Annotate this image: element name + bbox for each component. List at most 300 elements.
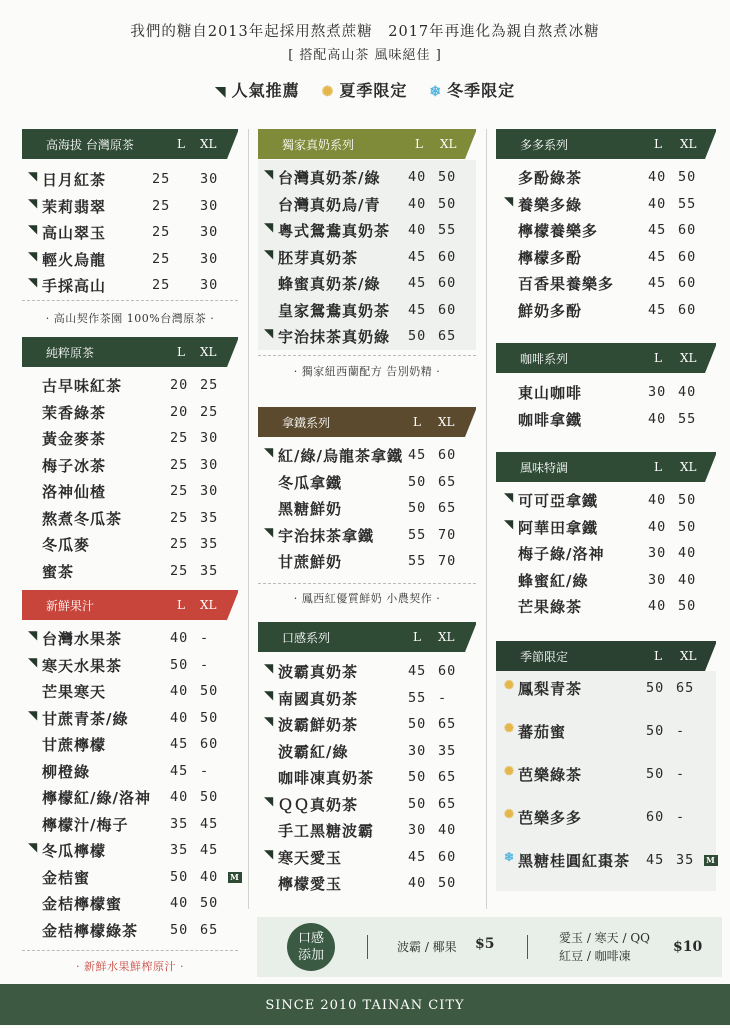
menu-item: [496, 594, 716, 621]
item-name: 檸檬紅/綠/洛神: [42, 789, 151, 807]
price-l: 40: [408, 875, 427, 891]
price-xl: 60: [438, 275, 457, 291]
leaf-icon: ◥: [264, 846, 275, 861]
section-header-coffee: [496, 343, 716, 373]
price-xl: 65: [438, 328, 457, 344]
item-name: 宇治抹茶拿鐵: [278, 526, 375, 545]
price-l: 25: [170, 483, 189, 499]
price-xl: 55: [678, 195, 697, 212]
menu-item: [496, 676, 716, 719]
item-name: 芒果寒天: [42, 683, 107, 701]
price-l: 30: [408, 822, 427, 838]
menu-item: [496, 165, 716, 192]
list-gaoshan: [22, 167, 238, 300]
price-l: 45: [646, 852, 665, 868]
item-name: 甘蔗鮮奶: [278, 553, 343, 571]
price-xl: -: [676, 723, 686, 739]
leaf-icon: ◥: [264, 661, 275, 675]
price-l: 40: [408, 169, 427, 185]
price-l: 45: [170, 762, 189, 779]
size-xl-label: XL: [200, 137, 217, 151]
size-xl-label: XL: [438, 415, 455, 429]
price-xl: 35: [200, 509, 219, 526]
size-l-label: L: [177, 137, 185, 151]
item-name: 檸檬多酚: [518, 248, 583, 267]
section-header-duoduo: [496, 129, 716, 159]
size-xl-label: XL: [200, 598, 217, 612]
item-name: 台灣水果茶: [42, 630, 123, 648]
item-name: 皇家鴛鴦真奶茶: [278, 301, 391, 320]
price-l: 40: [648, 518, 667, 535]
price-l: 40: [408, 222, 427, 238]
menu-item: [22, 626, 238, 653]
price-xl: 40: [678, 545, 697, 561]
price-xl: 45: [200, 842, 219, 858]
item-name: 柳橙綠: [42, 762, 91, 781]
price-l: 40: [648, 169, 667, 185]
price-l: 50: [170, 656, 189, 673]
price-l: 40: [170, 683, 189, 699]
item-name: 台灣真奶烏/青: [278, 195, 381, 214]
price-xl: 60: [200, 736, 219, 752]
menu-item: [496, 380, 716, 407]
price-l: 25: [170, 456, 189, 473]
legend-summer: ✺ 夏季限定: [321, 81, 408, 100]
list-fruit: [22, 626, 238, 944]
size-m-badge: M: [230, 871, 240, 882]
size-m-badge: M: [706, 855, 716, 865]
menu-item: [496, 568, 716, 595]
price-xl: 60: [438, 848, 457, 865]
item-name: 蜂蜜紅/綠: [518, 571, 589, 590]
price-xl: 70: [438, 526, 457, 543]
section-title: 高海拔 台灣原茶: [46, 137, 134, 152]
item-name: 芒果綠茶: [518, 598, 583, 616]
section-title: 咖啡系列: [520, 351, 569, 366]
topping-price2: $10: [673, 939, 703, 955]
item-name: 梅子綠/洛神: [518, 545, 605, 563]
size-xl-label: XL: [680, 649, 697, 663]
intro-sugar-line: 我們的糖自2013年起採用熬煮蔗糖 2017年再進化為親自熬煮冰糖: [130, 24, 600, 40]
legend-popular: ◥ 人氣推薦: [214, 81, 300, 100]
price-l: 30: [408, 742, 427, 759]
price-l: 25: [170, 509, 189, 526]
item-name: 檸檬汁/梅子: [42, 815, 129, 834]
item-name: 寒天水果茶: [42, 656, 123, 675]
item-name: 鮮奶多酚: [518, 301, 583, 320]
price-l: 25: [170, 430, 189, 446]
price-l: 40: [648, 195, 667, 212]
section-header-fruit: [22, 590, 238, 620]
price-xl: 55: [678, 410, 697, 427]
item-name: 蕃茄蜜: [518, 723, 567, 741]
menu-item: [496, 488, 716, 515]
topping-group2-line2: 紅豆 / 咖啡凍: [559, 949, 631, 963]
menu-item: [22, 653, 238, 680]
menu-item: [496, 192, 716, 219]
menu-item: [22, 532, 238, 559]
menu-item: [258, 549, 476, 576]
price-l: 60: [646, 809, 665, 825]
item-name: 茉香綠茶: [42, 403, 107, 422]
item-name: 鳳梨青茶: [518, 680, 583, 698]
item-name: 胚芽真奶茶: [278, 248, 359, 267]
leaf-icon: ◥: [214, 84, 227, 100]
size-xl-label: XL: [680, 351, 697, 365]
item-name: 冬瓜拿鐵: [278, 473, 343, 492]
menu-item: [22, 732, 238, 759]
list-milk: [258, 165, 476, 351]
leaf-icon: ◥: [264, 714, 275, 728]
item-name: 手工黑糖波霸: [278, 822, 375, 840]
size-xl-label: XL: [440, 137, 457, 151]
price-l: 35: [170, 842, 189, 858]
menu-item: [258, 271, 476, 298]
menu-item: [22, 247, 238, 274]
item-name: 寒天愛玉: [278, 848, 343, 867]
price-xl: 40: [678, 384, 697, 400]
item-name: 咖啡凍真奶茶: [278, 769, 375, 787]
intro-tea-line: [ 搭配高山茶 風味絕佳 ]: [288, 48, 442, 63]
item-name: 養樂多綠: [518, 195, 583, 214]
menu-item: [496, 541, 716, 568]
milk-note: · 獨家紐西蘭配方 告別奶精 ·: [293, 365, 441, 378]
price-l: 45: [648, 301, 667, 318]
item-name: 阿華田拿鐵: [518, 518, 599, 537]
size-xl-label: XL: [200, 345, 217, 359]
item-name: 波霸鮮奶茶: [278, 716, 359, 734]
menu-item: [258, 686, 476, 713]
sun-icon: ✺: [504, 764, 516, 778]
list-latte: [258, 443, 476, 576]
price-xl: 50: [678, 598, 697, 614]
item-name: 可可亞拿鐵: [518, 492, 599, 510]
menu-item: [258, 496, 476, 523]
price-l: 50: [408, 500, 427, 516]
price-xl: 30: [200, 224, 219, 240]
price-xl: 40: [438, 822, 457, 838]
price-xl: 35: [200, 562, 219, 579]
item-name: 金桔檸檬蜜: [42, 895, 123, 913]
price-xl: 65: [438, 716, 457, 732]
list-flavor: [496, 488, 716, 621]
price-xl: 30: [200, 197, 219, 214]
price-xl: 65: [200, 921, 219, 938]
item-name: 南國真奶茶: [278, 689, 359, 708]
price-l: 20: [170, 403, 189, 420]
price-xl: -: [676, 809, 686, 825]
price-xl: 65: [438, 769, 457, 785]
price-xl: 25: [200, 403, 219, 420]
leaf-icon: ◥: [28, 248, 39, 263]
price-xl: 50: [678, 169, 697, 185]
menu-item: [496, 848, 716, 891]
price-xl: 40: [678, 571, 697, 588]
menu-item: [22, 453, 238, 480]
menu-item: [22, 759, 238, 786]
price-l: 50: [646, 723, 665, 739]
menu-item: [258, 845, 476, 872]
price-l: 45: [408, 447, 427, 463]
topping-price1: $5: [475, 936, 495, 952]
price-l: 50: [170, 868, 189, 885]
footer: SINCE 2010 TAINAN CITY: [0, 984, 730, 1025]
menu-item: [258, 192, 476, 219]
list-seasonal: [496, 676, 716, 891]
fruit-note: · 新鮮水果鮮榨原汁 ·: [76, 960, 184, 973]
size-l-label: L: [413, 630, 421, 644]
price-xl: 50: [200, 895, 219, 911]
price-xl: 60: [438, 301, 457, 318]
price-xl: 35: [676, 852, 695, 868]
price-xl: 50: [438, 195, 457, 212]
menu-item: [22, 785, 238, 812]
price-l: 30: [648, 545, 667, 561]
item-name: 波霸真奶茶: [278, 663, 359, 681]
price-l: 55: [408, 553, 427, 569]
menu-item: [496, 719, 716, 762]
legend: [0, 78, 730, 101]
menu-item: [496, 218, 716, 245]
item-name: 冬瓜麥: [42, 536, 91, 554]
item-name: 輕火烏龍: [42, 250, 107, 269]
price-l: 55: [408, 689, 427, 706]
menu-item: [258, 792, 476, 819]
list-duoduo: [496, 165, 716, 324]
legend-winter: ❄ 冬季限定: [429, 81, 516, 100]
leaf-icon: ◥: [504, 490, 515, 504]
price-l: 50: [408, 769, 427, 785]
price-l: 30: [648, 384, 667, 400]
item-name: 檸檬養樂多: [518, 222, 599, 240]
item-name: 金桔檸檬綠茶: [42, 921, 139, 940]
item-name: 宇治抹茶真奶綠: [278, 328, 391, 346]
section-header-latte: [258, 407, 476, 437]
menu-item: [258, 324, 476, 351]
item-name: 粵式鴛鴦真奶茶: [278, 222, 391, 240]
list-texture: [258, 659, 476, 898]
price-xl: 60: [438, 663, 457, 679]
price-l: 25: [152, 277, 171, 293]
price-l: 20: [170, 377, 189, 393]
item-name: 紅/綠/烏龍茶拿鐵: [278, 447, 403, 465]
item-name: 台灣真奶茶/綠: [278, 169, 381, 187]
size-l-label: L: [415, 137, 423, 151]
menu-item: [496, 271, 716, 298]
price-l: 50: [408, 328, 427, 344]
list-coffee: [496, 380, 716, 433]
price-xl: 65: [438, 473, 457, 490]
price-xl: 50: [678, 518, 697, 535]
price-l: 50: [170, 921, 189, 938]
price-xl: 60: [438, 447, 457, 463]
leaf-icon: ◥: [28, 840, 39, 854]
price-l: 25: [170, 562, 189, 579]
price-xl: 30: [200, 250, 219, 267]
price-l: 25: [152, 250, 171, 267]
price-xl: 50: [200, 789, 219, 805]
price-xl: 50: [200, 683, 219, 699]
item-name: 手採高山: [42, 277, 107, 295]
leaf-icon: ◥: [28, 275, 39, 289]
menu-item: [22, 479, 238, 506]
gaoshan-note: · 高山契作茶園 100%台灣原茶 ·: [45, 312, 215, 325]
item-name: 金桔蜜: [42, 868, 91, 887]
section-title: 季節限定: [520, 649, 569, 664]
menu-item: [22, 559, 238, 586]
leaf-icon: ◥: [28, 707, 39, 722]
price-l: 35: [170, 815, 189, 832]
list-chuncui: [22, 373, 238, 585]
price-l: 25: [170, 536, 189, 552]
price-xl: -: [200, 656, 210, 673]
item-name: 洛神仙楂: [42, 483, 107, 501]
item-name: 芭樂綠茶: [518, 766, 583, 784]
price-l: 55: [408, 526, 427, 543]
price-l: 50: [408, 795, 427, 812]
size-l-label: L: [413, 415, 421, 429]
menu-item: [22, 812, 238, 839]
size-l-label: L: [177, 598, 185, 612]
size-l-label: L: [654, 137, 662, 151]
section-title: 純粹原茶: [46, 345, 95, 360]
price-l: 45: [408, 848, 427, 865]
item-name: 梅子冰茶: [42, 456, 107, 475]
menu-item: [22, 865, 238, 892]
price-l: 40: [648, 492, 667, 508]
price-l: 45: [170, 736, 189, 752]
price-l: 40: [170, 789, 189, 805]
price-l: 40: [170, 630, 189, 646]
price-l: 50: [646, 766, 665, 782]
menu-item: [22, 373, 238, 400]
price-xl: 60: [678, 222, 697, 238]
item-name: 芭樂多多: [518, 809, 583, 827]
menu-item: [258, 470, 476, 497]
price-l: 50: [408, 716, 427, 732]
price-xl: 65: [438, 500, 457, 516]
item-name: 高山翠玉: [42, 224, 107, 242]
menu-item: [22, 838, 238, 865]
price-xl: 50: [200, 709, 219, 726]
leaf-icon: ◥: [28, 195, 39, 210]
topping-group2-line1: 愛玉 / 寒天 / QQ: [559, 931, 651, 945]
price-xl: 50: [438, 875, 457, 891]
leaf-icon: ◥: [28, 654, 39, 669]
menu-item: [496, 407, 716, 434]
price-xl: 60: [438, 248, 457, 265]
price-l: 45: [408, 301, 427, 318]
section-title: 風味特調: [520, 460, 569, 475]
leaf-icon: ◥: [28, 628, 39, 642]
price-xl: 35: [438, 742, 457, 759]
menu-item: [258, 739, 476, 766]
price-xl: -: [676, 766, 686, 782]
section-header-gaoshan: [22, 129, 238, 159]
section-header-chuncui: [22, 337, 238, 367]
item-name: 甘蔗檸檬: [42, 736, 107, 754]
leaf-icon: ◥: [264, 687, 275, 702]
price-l: 25: [152, 171, 171, 187]
item-name: 多酚綠茶: [518, 169, 583, 187]
leaf-icon: ◥: [264, 246, 275, 261]
menu-item: [496, 762, 716, 805]
menu-item: [258, 659, 476, 686]
price-xl: 30: [200, 171, 219, 187]
item-name: 東山咖啡: [518, 384, 583, 402]
section-title: 口感系列: [282, 630, 331, 645]
price-xl: -: [438, 689, 448, 706]
menu-item: [258, 298, 476, 325]
price-l: 40: [170, 895, 189, 911]
leaf-icon: ◥: [264, 220, 275, 234]
menu-item: [258, 871, 476, 898]
price-xl: 30: [200, 430, 219, 446]
item-name: 百香果養樂多: [518, 275, 615, 293]
section-header-seasonal: [496, 641, 716, 671]
section-title: 獨家真奶系列: [282, 137, 355, 152]
item-name: 蜜茶: [42, 562, 75, 581]
price-xl: 70: [438, 553, 457, 569]
price-l: 30: [648, 571, 667, 588]
menu-item: [258, 523, 476, 550]
section-title: 拿鐵系列: [282, 415, 331, 430]
sun-icon: ✺: [504, 807, 516, 821]
section-header-flavor: [496, 452, 716, 482]
price-l: 40: [170, 709, 189, 726]
item-name: ＱＱ真奶茶: [278, 795, 359, 814]
snowflake-icon: ❄: [429, 84, 443, 100]
leaf-icon: ◥: [28, 222, 39, 236]
price-xl: 65: [676, 680, 695, 696]
leaf-icon: ◥: [264, 326, 275, 340]
price-l: 45: [648, 275, 667, 291]
menu-item: [258, 818, 476, 845]
price-l: 40: [648, 410, 667, 427]
size-l-label: L: [177, 345, 185, 359]
snowflake-icon: ❄: [504, 850, 516, 864]
price-l: 50: [646, 680, 665, 696]
size-l-label: L: [654, 649, 662, 663]
price-l: 45: [648, 248, 667, 265]
topping-bar: [257, 917, 722, 977]
price-xl: 30: [200, 456, 219, 473]
item-name: 古早味紅茶: [42, 377, 123, 395]
menu-item: [496, 245, 716, 272]
item-name: 蜂蜜真奶茶/綠: [278, 275, 381, 293]
menu-item: [258, 165, 476, 192]
item-name: 黑糖鮮奶: [278, 500, 343, 518]
price-xl: -: [200, 762, 210, 779]
leaf-icon: ◥: [504, 516, 515, 531]
leaf-icon: ◥: [264, 524, 275, 539]
menu-item: [22, 194, 238, 221]
price-xl: -: [200, 630, 210, 646]
item-name: 甘蔗青茶/綠: [42, 709, 129, 728]
topping-group1: 波霸 / 椰果: [397, 940, 457, 954]
leaf-icon: ◥: [264, 167, 275, 181]
menu-item: [22, 679, 238, 706]
menu-item: [22, 506, 238, 533]
price-l: 25: [152, 197, 171, 214]
price-xl: 50: [678, 492, 697, 508]
leaf-icon: ◥: [264, 793, 275, 808]
price-xl: 65: [438, 795, 457, 812]
price-xl: 25: [200, 377, 219, 393]
price-l: 45: [408, 275, 427, 291]
price-l: 40: [648, 598, 667, 614]
section-title: 多多系列: [520, 137, 569, 152]
